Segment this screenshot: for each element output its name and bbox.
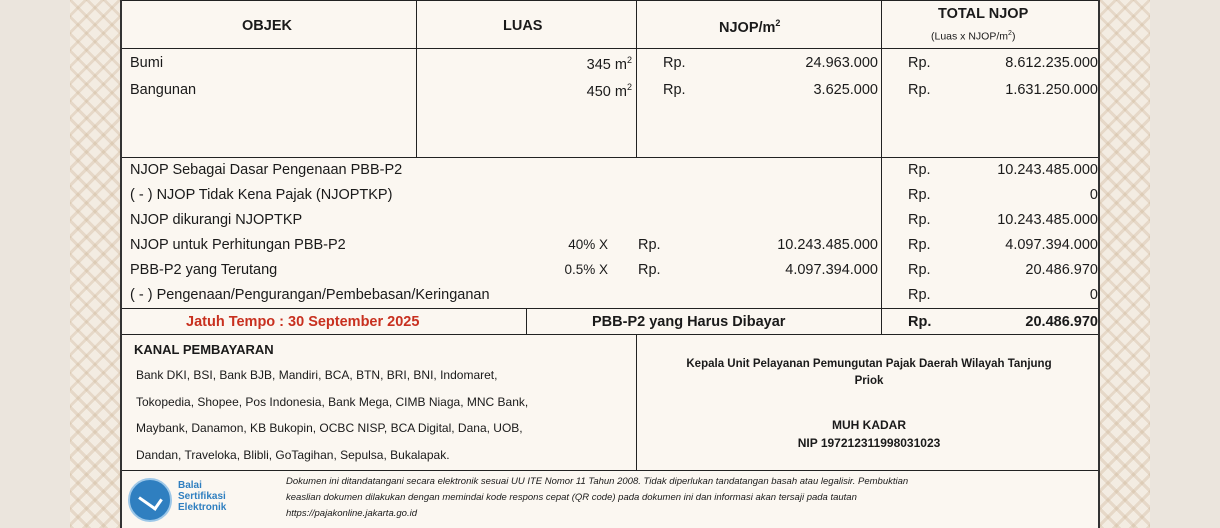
rule — [416, 0, 417, 157]
row-objek: Bangunan — [130, 82, 197, 98]
summary-rp: Rp. — [908, 262, 931, 278]
row-total: 8.612.235.000 — [1005, 55, 1098, 71]
summary-value: 20.486.970 — [1025, 262, 1098, 278]
summary-rp: Rp. — [908, 287, 931, 303]
row-njop: 3.625.000 — [813, 82, 878, 98]
payment-channels-list — [136, 362, 528, 468]
notice-line: keaslian dokumen dilakukan dengan memindai kode respons cepat (QR code) pada dokumen ini dan informasi akan tersaji pada tautan — [286, 492, 857, 503]
e-signature-notice — [286, 474, 1098, 522]
col-header-total-njop: TOTAL NJOP — [938, 6, 1029, 22]
col-header-luas: LUAS — [503, 18, 543, 34]
summary-value: 10.243.485.000 — [997, 212, 1098, 228]
rule — [636, 0, 637, 157]
rule — [636, 334, 637, 470]
summary-label: ( - ) Pengenaan/Pengurangan/Pembebasan/Keringanan — [130, 287, 490, 303]
rule — [122, 334, 1100, 335]
rule — [526, 308, 527, 334]
rule — [122, 48, 1100, 49]
row-luas: 345 $m^2$ — [586, 55, 632, 73]
bsre-logo-text: Balai Sertifikasi Elektronik — [178, 480, 227, 513]
signer-title: Kepala Unit Pelayanan Pemungutan Pajak Daerah Wilayah Tanjung — [686, 358, 1052, 370]
row-total: 1.631.250.000 — [1005, 82, 1098, 98]
rule — [881, 0, 882, 334]
summary-value: 0 — [1089, 187, 1098, 203]
row-luas: 450 $m^2$ — [586, 82, 632, 100]
col-header-objek: OBJEK — [242, 18, 292, 34]
summary-label: NJOP Sebagai Dasar Pengenaan PBB-P2 — [130, 162, 403, 178]
tax-document — [120, 0, 1100, 528]
signer-nip: NIP 197212311998031023 — [797, 436, 941, 450]
outer-right-margin — [1150, 0, 1220, 528]
outer-left-margin — [0, 0, 70, 528]
summary-label: ( - ) NJOP Tidak Kena Pajak (NJOPTKP) — [130, 187, 393, 203]
row-rp-total: Rp. — [908, 82, 931, 98]
summary-label: NJOP dikurangi NJOPTKP — [130, 212, 303, 228]
summary-rp: Rp. — [908, 212, 931, 228]
summary-rp: Rp. — [908, 162, 931, 178]
summary-value: 4.097.394.000 — [1005, 237, 1098, 253]
rule — [122, 0, 1100, 1]
col-header-total-sub: (Luas x NJOP/$m^2$) — [931, 30, 1016, 43]
summary-label: PBB-P2 yang Terutang — [130, 262, 278, 278]
signer-title-cont: Priok — [854, 375, 884, 387]
payment-channels-line: Bank DKI, BSI, Bank BJB, Mandiri, BCA, BTN, BRI, BNI, Indomaret, — [136, 368, 498, 382]
summary-rp-mid: Rp. — [638, 237, 661, 253]
amount-due-value: 20.486.970 — [1025, 314, 1098, 330]
summary-label: NJOP untuk Perhitungan PBB-P2 — [130, 237, 346, 253]
notice-line: Dokumen ini ditandatangani secara elektronik sesuai UU ITE Nomor 11 Tahun 2008. Tidak diperlukan tandatangan basah atau legalisir. Pembuktian — [286, 476, 909, 487]
summary-mid-value: 10.243.485.000 — [777, 237, 878, 253]
amount-due-label: PBB-P2 yang Harus Dibayar — [592, 314, 786, 330]
row-rp-total: Rp. — [908, 55, 931, 71]
row-njop: 24.963.000 — [805, 55, 878, 71]
rule — [122, 470, 1100, 471]
summary-rp-mid: Rp. — [638, 262, 661, 278]
amount-due-rp: Rp. — [908, 314, 932, 330]
rule — [122, 157, 1100, 158]
summary-pct: 0.5% X — [564, 262, 608, 277]
summary-value: 10.243.485.000 — [997, 162, 1098, 178]
col-header-njop-m2: NJOP/$m^2$ — [719, 18, 781, 36]
payment-channels-line: Tokopedia, Shopee, Pos Indonesia, Bank Mega, CIMB Niaga, MNC Bank, — [136, 394, 529, 409]
due-date: Jatuh Tempo : 30 September 2025 — [186, 314, 420, 330]
payment-channels-line: Dandan, Traveloka, Blibli, GoTagihan, Sepulsa, Bukalapak. — [136, 447, 450, 462]
decorative-border-left — [70, 0, 120, 528]
summary-rp: Rp. — [908, 237, 931, 253]
payment-channels-line: Maybank, Danamon, KB Bukopin, OCBC NISP, BCA Digital, Dana, UOB, — [136, 421, 523, 435]
row-objek: Bumi — [130, 55, 164, 71]
summary-rp: Rp. — [908, 187, 931, 203]
rule — [122, 308, 1100, 309]
summary-value: 0 — [1089, 287, 1098, 303]
signer-name: MUH KADAR — [832, 418, 906, 432]
row-rp: Rp. — [663, 82, 686, 98]
payment-channels-title: KANAL PEMBAYARAN — [134, 342, 274, 357]
summary-pct: 40% X — [568, 237, 608, 252]
notice-link[interactable]: https://pajakonline.jakarta.go.id — [286, 508, 417, 519]
bsre-logo-icon — [128, 478, 172, 522]
summary-mid-value: 4.097.394.000 — [785, 262, 878, 278]
decorative-border-right — [1100, 0, 1150, 528]
row-rp: Rp. — [663, 55, 686, 71]
